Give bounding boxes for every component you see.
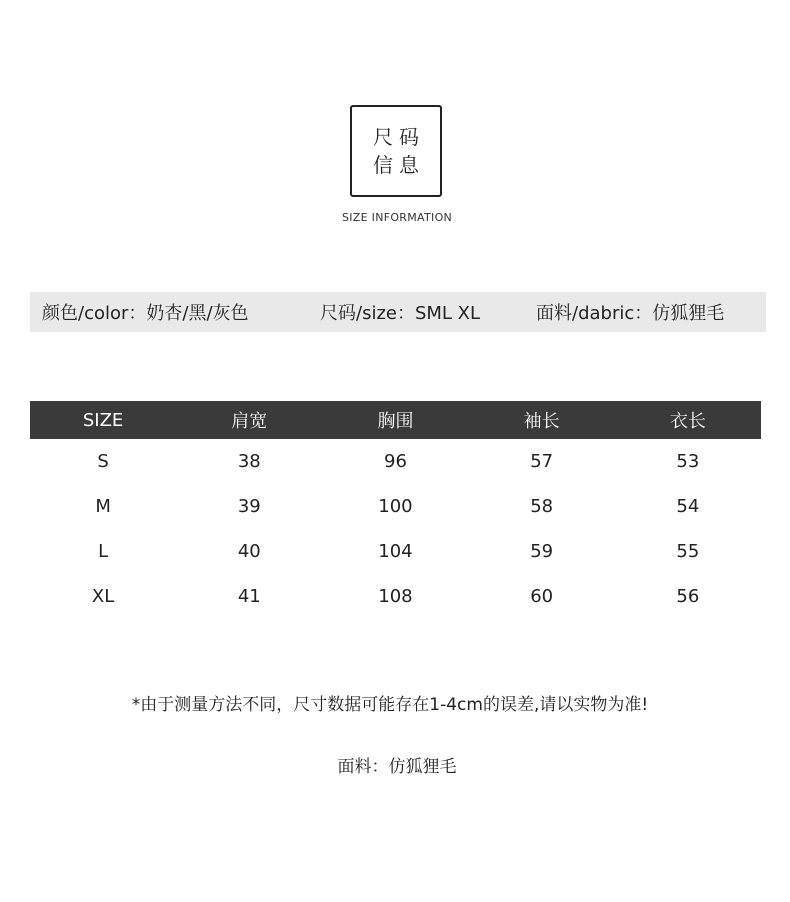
measurement-note: *由于测量方法不同，尺寸数据可能存在1-4cm的误差,请以实物为准! — [131, 695, 649, 715]
table-cell: 108 — [378, 586, 413, 607]
table-cell: S — [97, 451, 109, 472]
column-header: 衣长 — [615, 401, 761, 439]
table-cell: 55 — [676, 541, 700, 562]
table-cell: 100 — [378, 496, 413, 517]
table-row — [30, 484, 761, 529]
table-cell: 40 — [237, 541, 261, 562]
table-cell: 54 — [676, 496, 700, 517]
product-info-bar — [30, 292, 766, 332]
table-cell: 39 — [237, 496, 261, 517]
table-cell: 104 — [378, 541, 413, 562]
table-row — [30, 574, 761, 619]
table-cell: 58 — [530, 496, 554, 517]
table-cell: XL — [91, 586, 115, 607]
table-cell: 96 — [384, 451, 407, 472]
table-cell: 59 — [530, 541, 554, 562]
size-info-badge — [350, 105, 442, 197]
size-info: 尺码/size：SML XL — [320, 303, 481, 324]
column-header: 袖长 — [469, 401, 615, 439]
column-header: SIZE — [30, 401, 176, 439]
table-cell: 53 — [676, 451, 700, 472]
table-cell: 57 — [530, 451, 554, 472]
table-cell: L — [98, 541, 109, 562]
table-cell: 60 — [530, 586, 554, 607]
table-row — [30, 529, 761, 574]
table-row — [30, 439, 761, 484]
size-info-subtitle: SIZE INFORMATION — [341, 211, 453, 224]
badge-line-2: 信息 — [373, 153, 425, 177]
fabric-info: 面料/dabric：仿狐狸毛 — [536, 303, 725, 324]
table-cell: 56 — [676, 586, 700, 607]
size-table-header — [30, 401, 761, 439]
fabric-footer: 面料：仿狐狸毛 — [337, 757, 457, 777]
table-cell: 41 — [237, 586, 261, 607]
column-header: 胸围 — [322, 401, 468, 439]
table-cell: M — [95, 496, 111, 517]
table-cell: 38 — [237, 451, 261, 472]
size-table — [30, 401, 761, 619]
color-info: 颜色/color：奶杏/黑/灰色 — [42, 303, 249, 324]
column-header: 肩宽 — [176, 401, 322, 439]
badge-line-1: 尺码 — [373, 125, 425, 149]
